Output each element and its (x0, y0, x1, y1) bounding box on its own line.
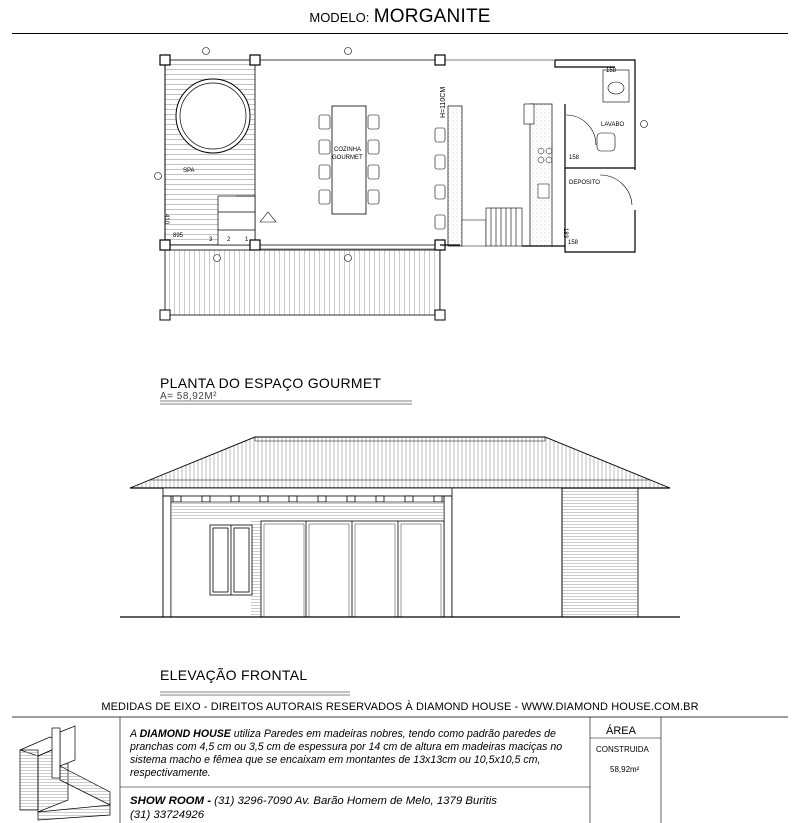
dim-410: 410 (163, 214, 169, 225)
desc-prefix: A (130, 728, 140, 740)
step-1: 1 (245, 237, 249, 243)
wall-joint-illustration (20, 726, 110, 820)
dim-158-c: 158 (568, 240, 579, 246)
spa-label: SPA (183, 168, 195, 174)
deposito-label: DEPOSITO (569, 180, 600, 186)
area-value: 58,92m² (610, 765, 640, 774)
plan-title: PLANTA DO ESPAÇO GOURMET (160, 375, 382, 391)
dim-183: 183 (562, 228, 568, 239)
dim-158-b: 158 (569, 155, 580, 161)
dim-895: 895 (173, 233, 184, 239)
model-name: MORGANITE (373, 6, 491, 27)
lavabo-label: LAVABO (601, 122, 625, 128)
step-2: 2 (227, 237, 231, 243)
step-3: 3 (209, 237, 213, 243)
model-label: MODELO: (309, 10, 370, 25)
counter-height-label: H=110CM (440, 86, 447, 118)
brand-name: DIAMOND HOUSE (139, 728, 231, 740)
desc-body: utiliza Paredes em madeiras nobres, tendo como padrão paredes de pranchas com 4,5 cm ou 3,5 cm de espessura por 14 cm de altura em madeiras maciças no sistema macho e fêmea que se encaixam em montantes de 13x13cm ou 10,5x10,5 cm, respectivamente. (130, 728, 563, 779)
showroom-contact: SHOW ROOM - (31) 3296-7090 Av. Barão Homem de Melo, 1379 Buritis (31) 33724926 (130, 795, 497, 821)
kitchen-label-2: GOURMET (332, 155, 363, 161)
kitchen-label-1: COZINHA (334, 147, 361, 153)
dim-158-a: 158 (606, 68, 617, 74)
footer-note: MEDIDAS DE EIXO - DIREITOS AUTORAIS RESERVADOS À DIAMOND HOUSE - WWW.DIAMOND HOUSE.COM.BR (101, 701, 699, 713)
area-label: CONSTRUIDA (596, 745, 649, 754)
elevation-title: ELEVAÇÃO FRONTAL (160, 667, 308, 683)
showroom-label: SHOW ROOM - (130, 795, 211, 807)
description (130, 728, 570, 780)
plan-area: A= 58,92M² (160, 391, 217, 402)
area-title: ÁREA (606, 725, 636, 737)
